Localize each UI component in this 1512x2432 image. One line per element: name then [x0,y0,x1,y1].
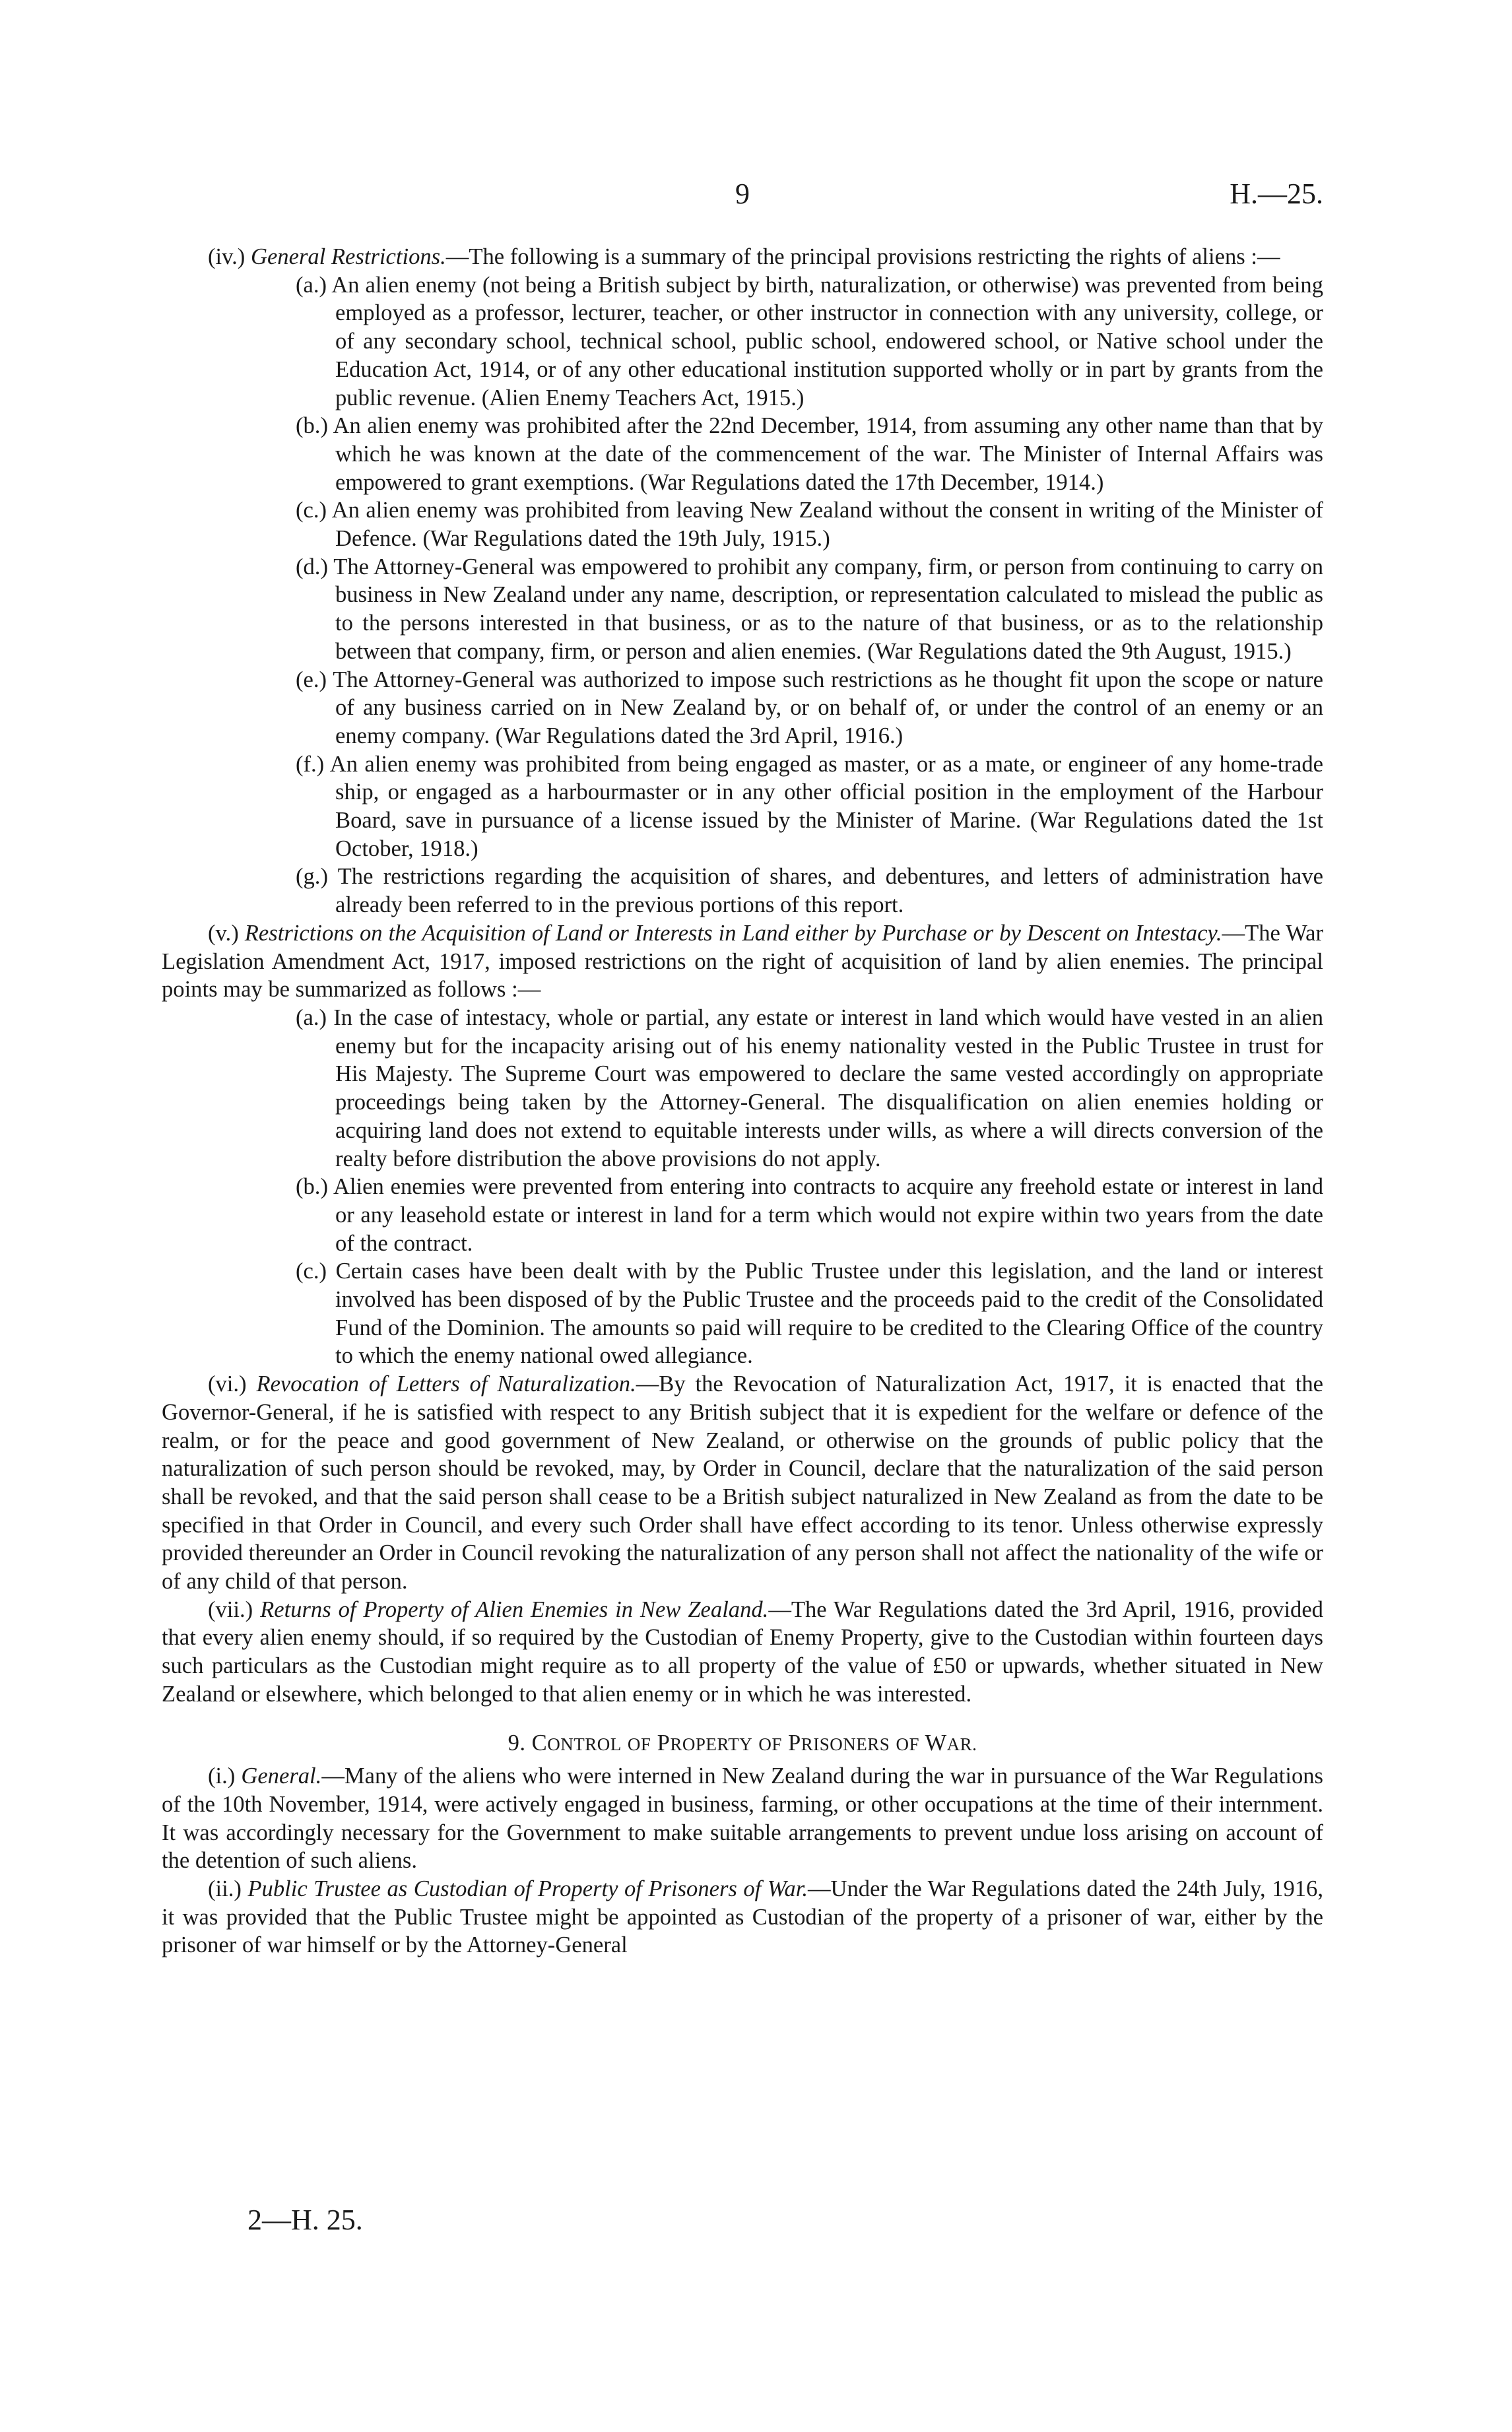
paragraph-public-trustee-custodian [162,1875,1323,1959]
paragraph-land-restrictions [162,919,1323,1004]
paragraph-text: —Under the War Regulations dated the 24th July, 1916, it was provided that the Public Trustee might be appointed as Custodian of the property of a prisoner of war, either by the prisoner of war himself or by the Attorney-General [162,1876,1323,1958]
item-text: The restrictions regarding the acquisition of shares, and debentures, and letters of administration have already been referred to in the previous portions of this report. [335,864,1323,918]
page-header [162,177,1323,216]
list-item [162,666,1323,750]
paragraph-title: General Restrictions. [250,244,446,269]
item-text: In the case of intestacy, whole or partial, any estate or interest in land which would have vested in an alien enemy but for the incapacity arising out of his enemy nationality vested in the Public Trustee in trust for His Majesty. The Supreme Court was empowered to declare the same vested accordingly on appropriate proceedings being taken by the Attorney-General. The disqualification on alien enemies holding or acquiring land does not extend to equitable interests under wills, as where a will directs conversion of the realty before distribution the above provisions do not apply. [333,1004,1323,1171]
paragraph-text: —The War Legislation Amendment Act, 1917, imposed restrictions on the right of acquisition of land by alien enemies. The principal points may be summarized as follows :— [162,920,1324,1002]
item-label: (g.) [296,864,328,890]
section-heading [162,1729,1323,1759]
paragraph-number: (ii.) [208,1876,242,1902]
paragraph-title: Public Trustee as Custodian of Property of Prisoners of War. [247,1876,808,1902]
list-item [162,1004,1323,1173]
item-label: (c.) [296,498,327,523]
paragraph-revocation-naturalization [162,1370,1323,1596]
list-item [162,1257,1323,1370]
paragraph-number: (vi.) [208,1371,247,1397]
item-label: (b.) [296,1174,328,1200]
item-label: (b.) [296,413,328,439]
list-item [162,863,1323,919]
paragraph-number: (vii.) [208,1596,253,1622]
item-text: The Attorney-General was authorized to impose such restrictions as he thought fit upon the scope or nature of any business carried on in New Zealand by, or on behalf of, or under the control of an enemy or an enemy company. (War Regulations dated the 3rd April, 1916.) [333,667,1323,748]
item-label: (a.) [296,272,327,298]
paragraph-number: (i.) [208,1763,236,1789]
paragraph-returns-of-property [162,1596,1323,1709]
heading-word: CONTROL [531,1730,622,1756]
paragraph-text: —The following is a summary of the principal provisions restricting the rights of aliens :— [445,244,1280,269]
item-text: Alien enemies were prevented from entering into contracts to acquire any freehold estate or interest in land or any leasehold estate or interest in land for a term which would not expire within two years from the date of the contract. [333,1174,1323,1256]
item-label: (f.) [296,751,325,777]
section-number: 9. [508,1730,526,1756]
paragraph-text: —Many of the aliens who were interned in New Zealand during the war in pursuance of the War Regulations of the 10th November, 1914, were actively engaged in business, farming, or other occupations at the time of their internment. It was accordingly necessary for the Government to make suitable arrangements to prevent undue loss arising on account of the detention of such aliens. [162,1763,1323,1874]
item-label: (a.) [296,1004,327,1030]
list-item [162,1173,1323,1257]
item-text: An alien enemy (not being a British subject by birth, naturalization, or otherwise) was prevented from being employed as a professor, lecturer, teacher, or other instructor in connection with any university, college, or of any secondary school, technical school, public school, endowered school, or Native school under the Education Act, 1914, or of any other educational institution supported wholly or in part by grants from the public revenue. (Alien Enemy Teachers Act, 1915.) [331,272,1323,411]
paragraph-text: —By the Revocation of Naturalization Act, 1917, it is enacted that the Governor-General, if he is satisfied with respect to any British subject that it is expedient for the welfare or defence of the realm, or for the peace and good government of New Zealand, or otherwise on the grounds of public policy that the naturalization of such person should be revoked, may, by Order in Council, declare that the naturalization of the said person shall be revoked, and that the said person shall cease to be a British subject naturalized in New Zealand as from the date to be specified in that Order in Council, and every such Order shall have effect according to its tenor. Unless otherwise expressly provided thereunder an Order in Council revoking the naturalization of any person shall not affect the nationality of the wife or of any child of that person. [162,1371,1323,1594]
item-text: Certain cases have been dealt with by the Public Trustee under this legislation, and the land or interest involved has been disposed of by the Public Trustee and the proceeds paid to the credit of the Consolidated Fund of the Dominion. The amounts so paid will require to be credited to the Clearing Office of the country to which the enemy national owed allegiance. [335,1259,1323,1369]
item-label: (c.) [296,1259,327,1284]
heading-word: OF [896,1734,919,1754]
heading-word: OF [627,1734,651,1754]
paragraph-title: Restrictions on the Acquisition of Land or Interests in Land either by Purchase or by Descent on Intestacy. [244,920,1222,946]
paragraph-general [162,1762,1323,1875]
paragraph-number: (v.) [208,920,239,946]
paragraph-number: (iv.) [208,244,246,269]
item-text: An alien enemy was prohibited from being engaged as master, or as a mate, or engineer of any home-trade ship, or engaged as a harbourmaster or in any other official position in the employment of the Harbour Board, save in pursuance of a license issued by the Minister of Marine. (War Regulations dated the 1st October, 1918.) [329,751,1323,861]
paragraph-text: —The War Regulations dated the 3rd April, 1916, provided that every alien enemy should, if so required by the Custodian of Enemy Property, give to the Custodian within fourteen days such particulars as the Custodian might require as to all property of the value of £50 or upwards, whether situated in New Zealand or elsewhere, which belonged to that alien enemy or in which he was interested. [162,1596,1323,1707]
list-item [162,271,1323,412]
page-number: 9 [735,178,750,210]
item-text: An alien enemy was prohibited from leaving New Zealand without the consent in writing of the Minister of Defence. (War Regulations dated the 19th July, 1915.) [331,498,1323,552]
paragraph-title: Returns of Property of Alien Enemies in New Zealand. [260,1596,769,1622]
printer-signature: 2—H. 25. [247,2204,363,2236]
paragraph-title: General. [241,1763,322,1789]
paragraph-general-restrictions [162,243,1323,271]
paragraph-title: Revocation of Letters of Naturalization. [256,1371,636,1397]
list-item [162,496,1323,552]
list-item [162,750,1323,863]
item-label: (e.) [296,667,327,692]
list-item [162,412,1323,496]
heading-word: PROPERTY [657,1730,753,1756]
item-text: An alien enemy was prohibited after the 22nd December, 1914, from assuming any other name than that by which he was known at the date of the commencement of the war. The Minister of Internal Affairs was empowered to grant exemptions. (War Regulations dated the 17th December, 1914.) [333,413,1323,495]
document-reference: H.—25. [1230,178,1323,210]
item-text: The Attorney-General was empowered to prohibit any company, firm, or person from continuing to carry on business in New Zealand under any name, description, or representation calculated to mislead the public as to the persons interested in that business, or as to the nature of that business, or as to the relationship between that company, firm, or person and alien enemies. (War Regulations dated the 9th August, 1915.) [333,554,1323,664]
heading-word: WAR. [925,1730,977,1756]
heading-word: PRISONERS [788,1730,890,1756]
document-body [162,243,1323,1959]
item-label: (d.) [296,554,328,579]
list-item [162,553,1323,666]
heading-word: OF [758,1734,782,1754]
